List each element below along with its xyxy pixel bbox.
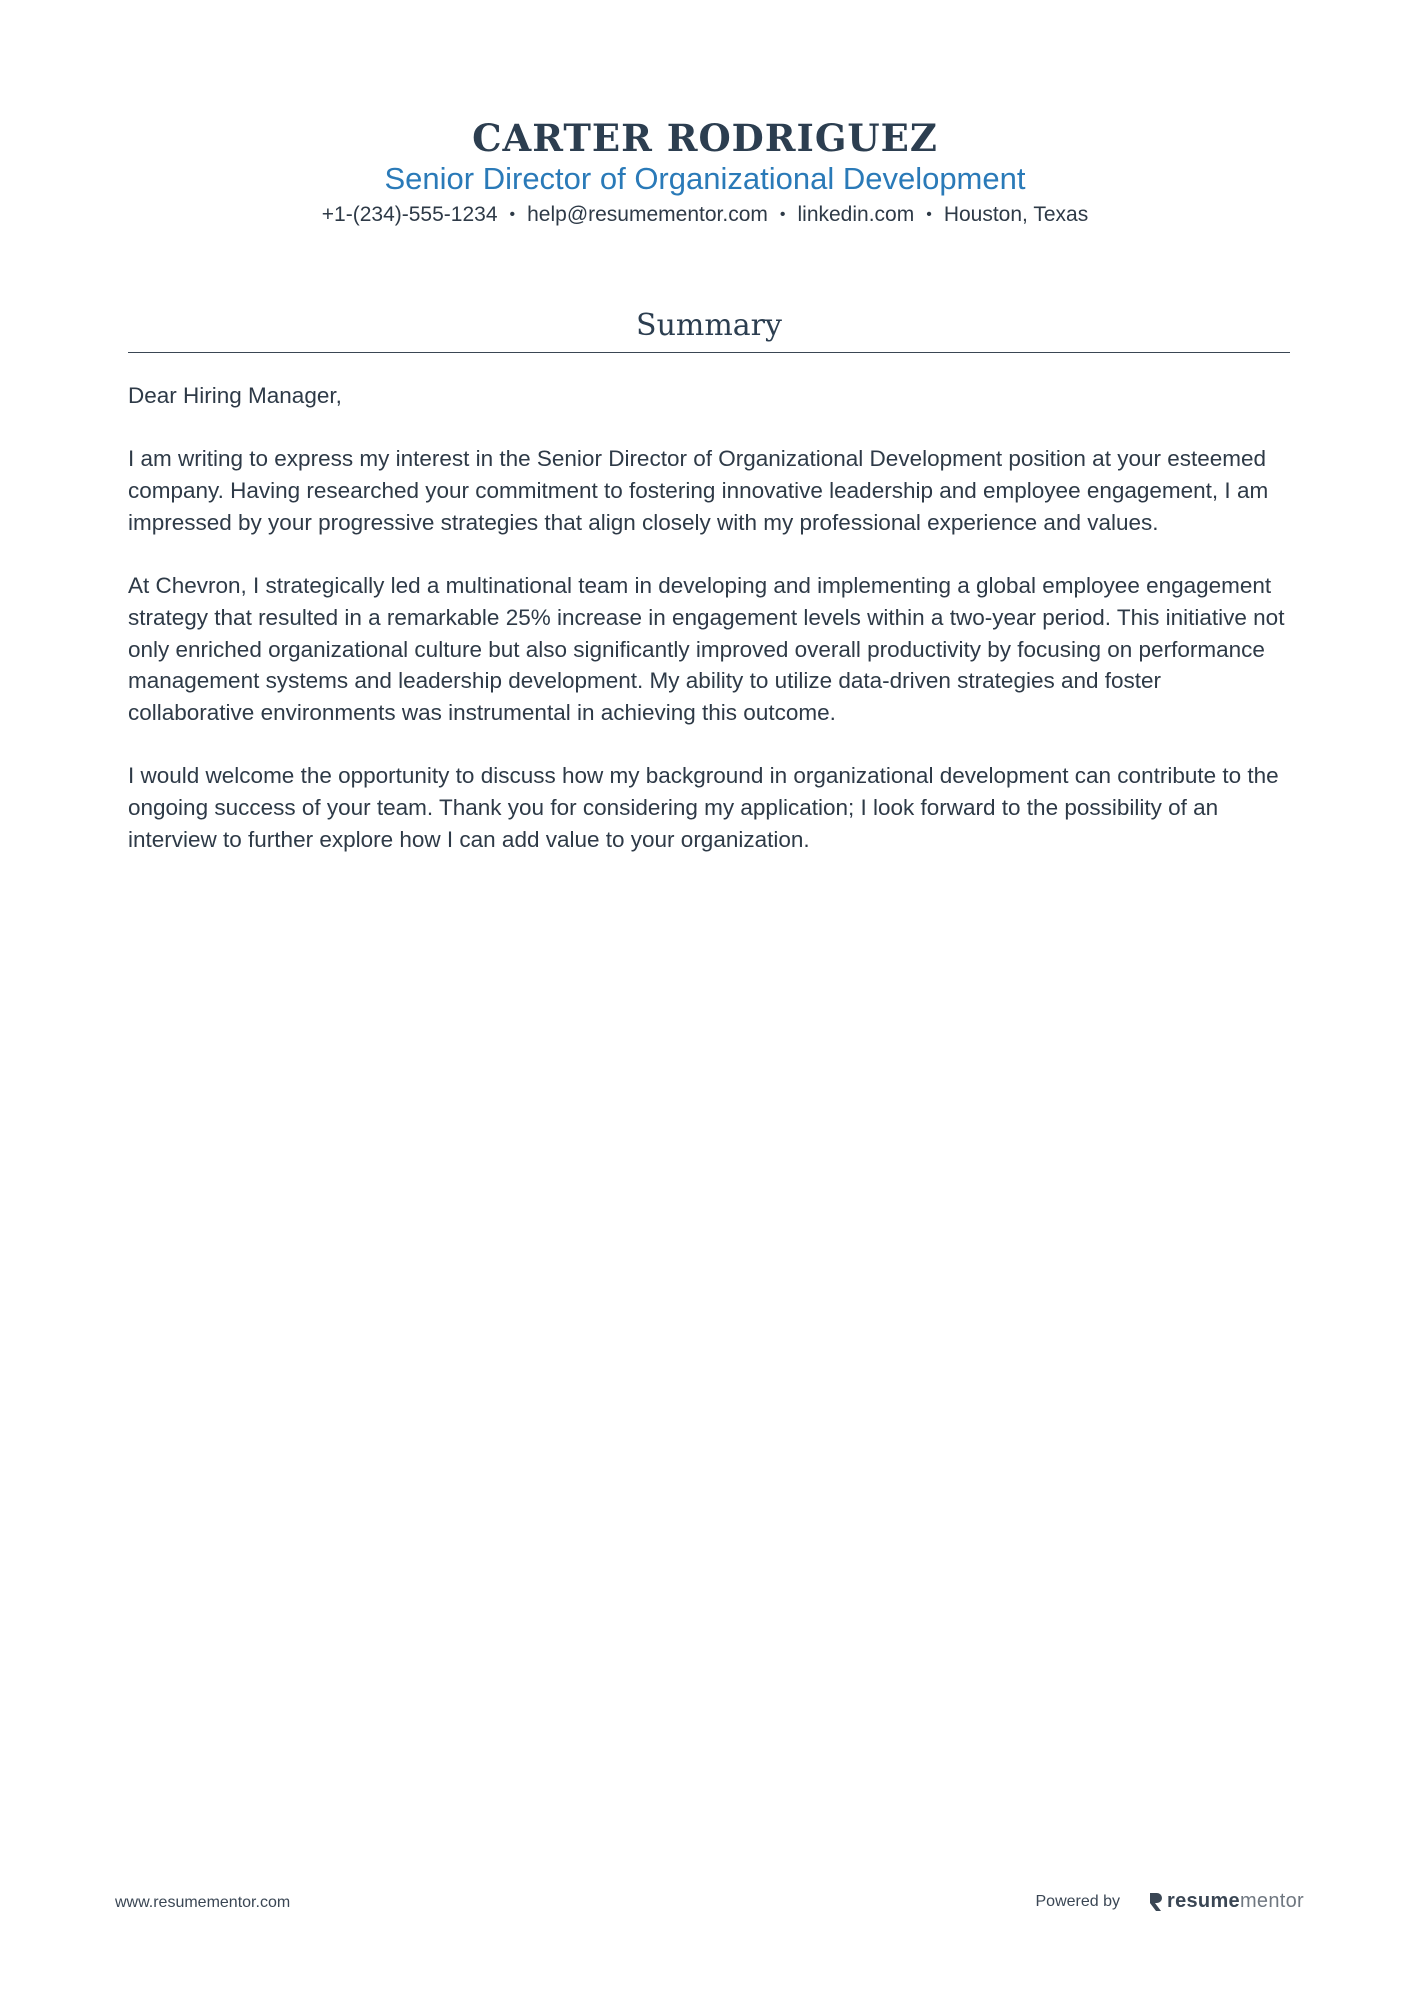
- contact-email[interactable]: help@resumementor.com: [527, 203, 768, 226]
- contact-linkedin[interactable]: linkedin.com: [797, 203, 915, 226]
- contact-separator: •: [779, 206, 786, 223]
- powered-by-label: Powered by: [1035, 1892, 1120, 1910]
- letter-greeting: Dear Hiring Manager,: [128, 383, 342, 408]
- candidate-title: Senior Director of Organizational Development: [384, 161, 1026, 196]
- letter-paragraph: I am writing to express my interest in the Senior Director of Organizational Development position at your esteemed company. Having researched your commitment to fostering innovative leadership and employee engagement, I am impressed by your progressive strategies that align closely with my professional experience and values.: [128, 446, 1269, 535]
- resume-header: [0, 116, 1410, 230]
- contact-location: Houston, Texas: [943, 203, 1089, 226]
- candidate-name: CARTER RODRIGUEZ: [472, 116, 938, 160]
- cover-letter-body: [128, 380, 1290, 887]
- resumementor-logo-icon: [1148, 1892, 1164, 1912]
- contact-separator: •: [509, 206, 516, 223]
- footer-powered-by: [1036, 1890, 1305, 1913]
- brand-name-part2: mentor: [1239, 1890, 1304, 1912]
- contact-separator: •: [926, 206, 932, 223]
- footer-website-link[interactable]: www.resumementor.com: [115, 1894, 291, 1911]
- letter-paragraph: I would welcome the opportunity to discuss how my background in organizational development can contribute to the ongoing success of your team. Thank you for considering my application; I look forward to the possibility of an interview to further explore how I can add value to your organization.: [128, 763, 1279, 852]
- resumementor-logo[interactable]: [1148, 1890, 1304, 1913]
- section-heading-summary: Summary: [636, 308, 782, 343]
- brand-name-part1: resume: [1167, 1890, 1240, 1912]
- contact-line: [0, 200, 1410, 230]
- contact-phone: +1-(234)-555-1234: [321, 203, 498, 226]
- section-divider: [128, 352, 1290, 353]
- letter-paragraph: At Chevron, I strategically led a multinational team in developing and implementing a global employee engagement strategy that resulted in a remarkable 25% increase in engagement levels within a two-year period. This initiative not only enriched organizational culture but also significantly improved overall productivity by focusing on performance management systems and leadership development. My ability to utilize data-driven strategies and foster collaborative environments was instrumental in achieving this outcome.: [128, 573, 1285, 725]
